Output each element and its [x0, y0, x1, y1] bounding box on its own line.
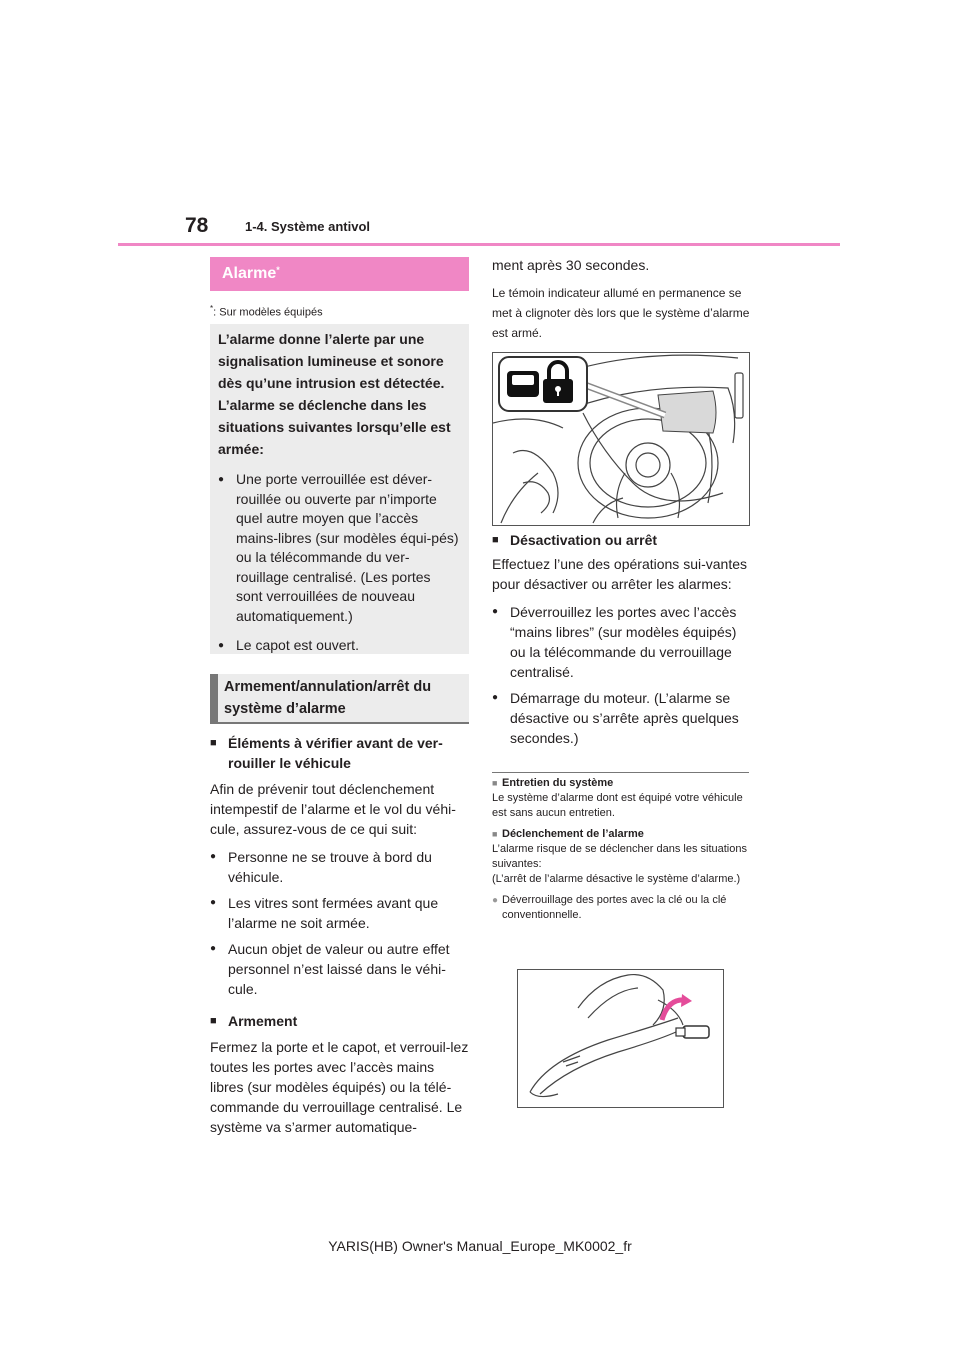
- list-item-text: Aucun objet de valeur ou autre effet personnel n’est laissé dans le véhi-cule.: [228, 941, 450, 997]
- bullet-icon: ●: [492, 606, 499, 617]
- deact-title: ■ Désactivation ou arrêt: [492, 532, 658, 548]
- square-bullet-icon: ■: [210, 737, 217, 749]
- check-text: Afin de prévenir tout déclenchement intempestif de l’alarme et le vol du véhi-cule, assurez-vous de ce qui suit:: [210, 781, 456, 837]
- list-item-text: Personne ne se trouve à bord du véhicule.: [228, 849, 432, 885]
- footer: YARIS(HB) Owner's Manual_Europe_MK0002_fr: [328, 1238, 632, 1254]
- list-item: [210, 939, 470, 999]
- square-bullet-icon: ■: [492, 829, 498, 839]
- list-item: [218, 636, 459, 656]
- right-column-deact: [492, 530, 752, 754]
- list-item: [492, 688, 752, 748]
- footnote-marker: *: [210, 304, 214, 313]
- notes-divider: [492, 772, 749, 773]
- arming-title: ■ Armement: [210, 1013, 298, 1029]
- bullet-icon: ●: [492, 895, 499, 906]
- alarm-description-box: [210, 324, 469, 654]
- list-item-text: Déverrouillez les portes avec l’accès “mains libres” (sur modèles équipés) ou la télécommande du verrouillage centralisé.: [510, 604, 737, 680]
- section-title: 1-4. Système antivol: [245, 219, 370, 234]
- alarm-heading-marker: *: [276, 265, 280, 275]
- square-bullet-icon: ■: [492, 534, 499, 546]
- list-item-text: Une porte verrouillée est déver-rouillée ou ouverte par n’importe quel autre moyen que l’accès mains-libres (sur modèles équi-pés) ou la télécommande du ver-rouillage centralisé. (Les portes sont verrouillées de nouveau automatiquement.): [236, 471, 459, 624]
- maint-text: Le système d’alarme dont est équipé votre véhicule est sans aucun entretien.: [492, 792, 743, 819]
- list-item-text: Démarrage du moteur. (L’alarme se désactive ou s’arrête après quelques secondes.): [510, 690, 739, 746]
- door-handle-illustration: [517, 969, 724, 1108]
- alarm-heading-title: Alarme: [222, 265, 277, 282]
- bullet-icon: ●: [210, 943, 217, 954]
- arming-heading: Armement/annulation/arrêt du système d’alarme: [210, 674, 469, 724]
- left-column: [210, 733, 470, 1145]
- check-title: ■ Éléments à vérifier avant de ver-rouiller le véhicule: [210, 735, 443, 771]
- bullet-icon: ●: [210, 897, 217, 908]
- continued-text: ment après 30 secondes.: [492, 257, 650, 273]
- indicator-note: Le témoin indicateur allumé en permanence se met à clignoter dès lors que le système d’alarme est armé.: [492, 286, 750, 340]
- list-item: [492, 602, 752, 682]
- arming-text: Fermez la porte et le capot, et verrouil-lez toutes les portes avec l’accès mains libres (sur modèles équipés) ou la télé-commande du verrouillage centralisé. Le système va s’armer automatique-: [210, 1039, 469, 1135]
- deact-text: Effectuez l’une des opérations sui-vantes pour désactiver ou arrêter les alarmes:: [492, 556, 748, 592]
- alarm-heading: [210, 257, 469, 291]
- notes-section: [492, 776, 750, 923]
- list-item: [210, 847, 470, 887]
- list-item: [218, 470, 459, 626]
- right-column-top: [492, 255, 752, 351]
- trigger-title: ■ Déclenchement de l’alarme: [492, 828, 644, 840]
- header-divider: [118, 243, 840, 246]
- list-item-text: Déverrouillage des portes avec la clé ou la clé conventionnelle.: [502, 894, 727, 921]
- trigger-text-1: L’alarme risque de se déclencher dans les situations suivantes:: [492, 843, 747, 870]
- square-bullet-icon: ■: [210, 1015, 217, 1027]
- bullet-icon: ●: [210, 851, 217, 862]
- footnote: [210, 304, 323, 319]
- page-number: 78: [185, 214, 209, 237]
- footnote-text: : Sur modèles équipés: [213, 306, 323, 319]
- bullet-icon: ●: [218, 640, 225, 651]
- list-item: [492, 893, 750, 923]
- bullet-icon: ●: [492, 692, 499, 703]
- trigger-text-2: (L’arrêt de l’alarme désactive le système d’alarme.): [492, 873, 741, 885]
- list-item-text: Les vitres sont fermées avant que l’alarme ne soit armée.: [228, 895, 439, 931]
- square-bullet-icon: ■: [492, 778, 498, 788]
- alarm-intro: L’alarme donne l’alerte par une signalisation lumineuse et sonore dès qu’une intrusion est détectée. L’alarme se déclenche dans les situations suivantes lorsqu’elle est armée:: [218, 331, 451, 457]
- list-item-text: Le capot est ouvert.: [236, 637, 359, 653]
- dashboard-illustration: [492, 352, 750, 526]
- maint-title: ■ Entretien du système: [492, 777, 614, 789]
- bullet-icon: ●: [218, 474, 225, 485]
- list-item: [210, 893, 470, 933]
